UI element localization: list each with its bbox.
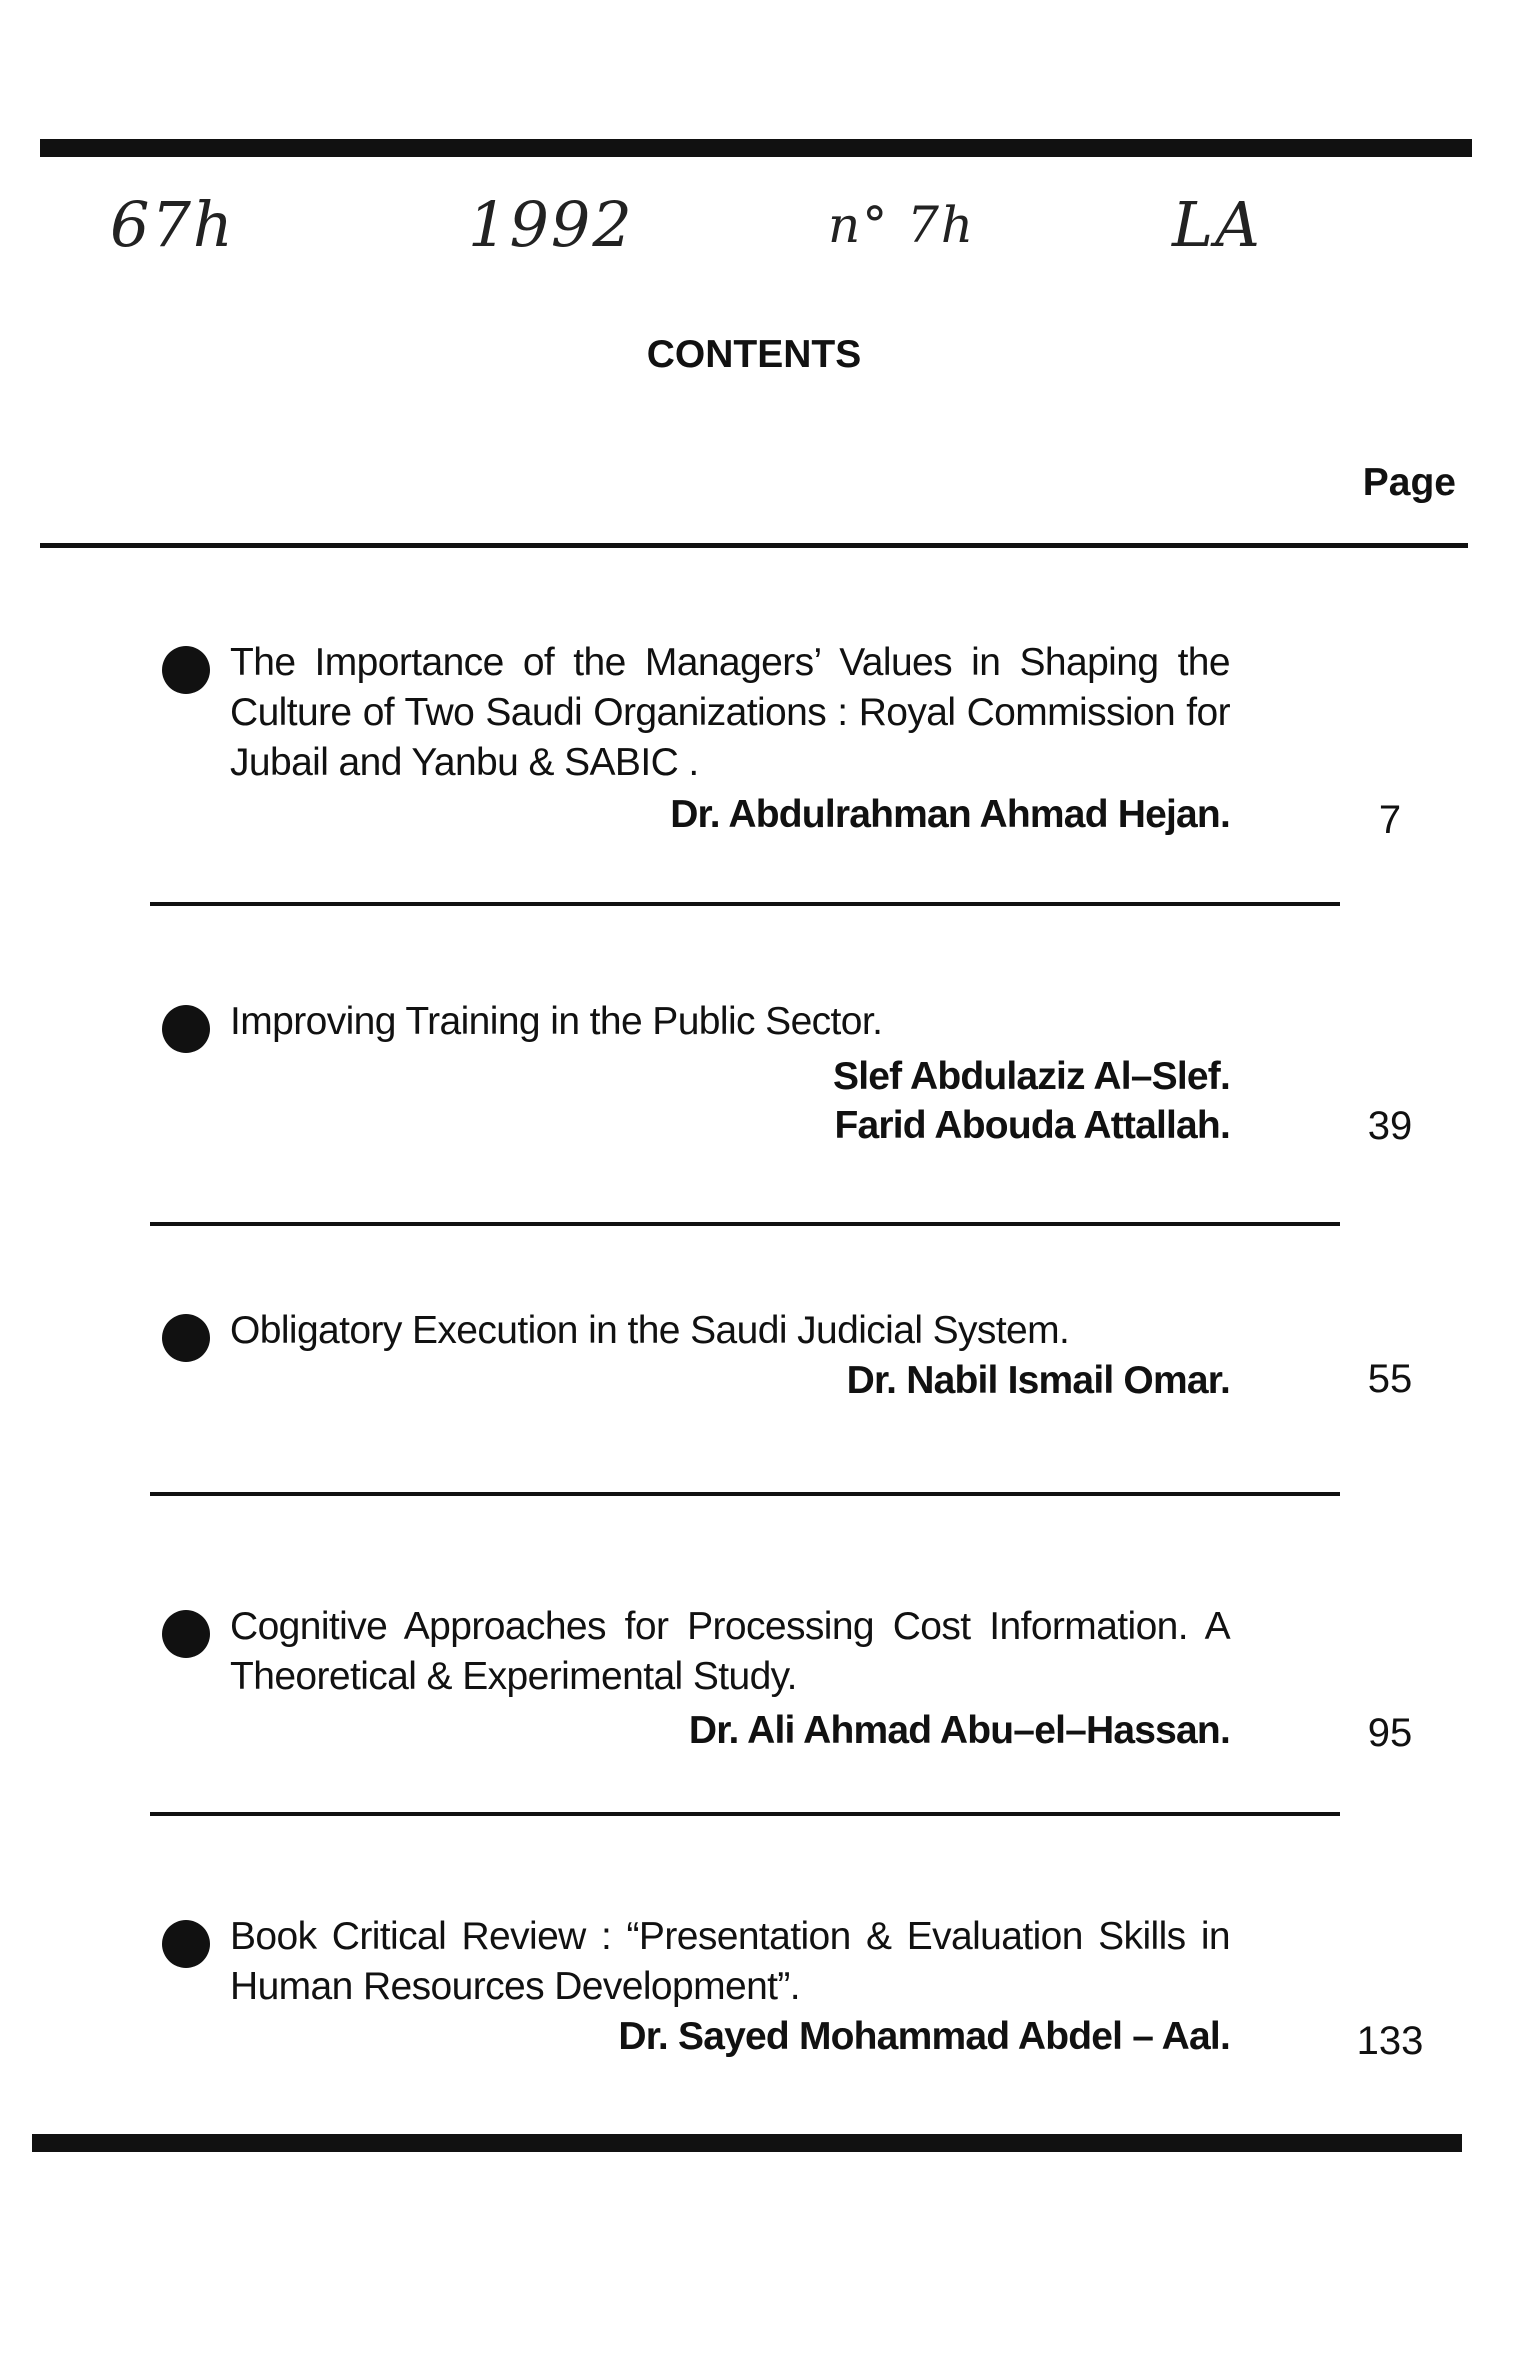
entry-title: Obligatory Execution in the Saudi Judicial System. <box>230 1309 1070 1352</box>
entry-author: Dr. Ali Ahmad Abu–el–Hassan. <box>688 1709 1230 1752</box>
entry-author: Dr. Nabil Ismail Omar. <box>846 1359 1230 1402</box>
entry-page-number: 95 <box>1367 1711 1413 1755</box>
entry-title: Cognitive Approaches for Processing Cost Information. A Theoretical & Experimental Study. <box>230 1605 1230 1698</box>
bullet-icon <box>162 1920 210 1968</box>
handwritten-note-1: 67h <box>110 188 235 261</box>
bottom-rule <box>32 2134 1462 2152</box>
entry-author: Dr. Sayed Mohammad Abdel – Aal. <box>618 2015 1230 2058</box>
entry-author: Dr. Abdulrahman Ahmad Hejan. <box>670 793 1230 836</box>
entry-author: Farid Abouda Attallah. <box>834 1104 1230 1147</box>
handwritten-note-3: n° 7h <box>828 196 976 254</box>
handwritten-note-2: 1992 <box>468 188 634 261</box>
entry-page-number: 7 <box>1378 798 1402 842</box>
entry-separator <box>150 902 1340 906</box>
contents-entry <box>150 638 1460 848</box>
entry-page-number: 39 <box>1367 1104 1413 1148</box>
page-column-header: Page <box>1362 461 1456 504</box>
entry-title: Improving Training in the Public Sector. <box>230 1000 883 1043</box>
entry-title: Book Critical Review : “Presentation & Evaluation Skills in Human Resources Development”. <box>230 1915 1230 2008</box>
entry-separator <box>150 1222 1340 1226</box>
entry-author: Slef Abdulaziz Al–Slef. <box>833 1055 1230 1098</box>
entry-separator <box>150 1812 1340 1816</box>
entry-page-number: 55 <box>1367 1357 1413 1401</box>
header-rule <box>40 543 1468 548</box>
bullet-icon <box>162 1005 210 1053</box>
contents-entry <box>150 1306 1460 1416</box>
contents-entry <box>150 997 1460 1157</box>
entry-title: The Importance of the Managers’ Values in Shaping the Culture of Two Saudi Organizations : Royal Commission for Jubail and Yanbu & SABIC . <box>230 641 1230 784</box>
bullet-icon <box>162 1314 210 1362</box>
entry-page-number: 133 <box>1356 2019 1424 2063</box>
handwritten-note-4: LA <box>1172 188 1262 261</box>
bullet-icon <box>162 1610 210 1658</box>
entry-separator <box>150 1492 1340 1496</box>
contents-entry <box>150 1912 1460 2072</box>
contents-title: CONTENTS <box>646 333 862 376</box>
contents-entry <box>150 1602 1460 1762</box>
top-rule <box>40 139 1472 157</box>
bullet-icon <box>162 646 210 694</box>
